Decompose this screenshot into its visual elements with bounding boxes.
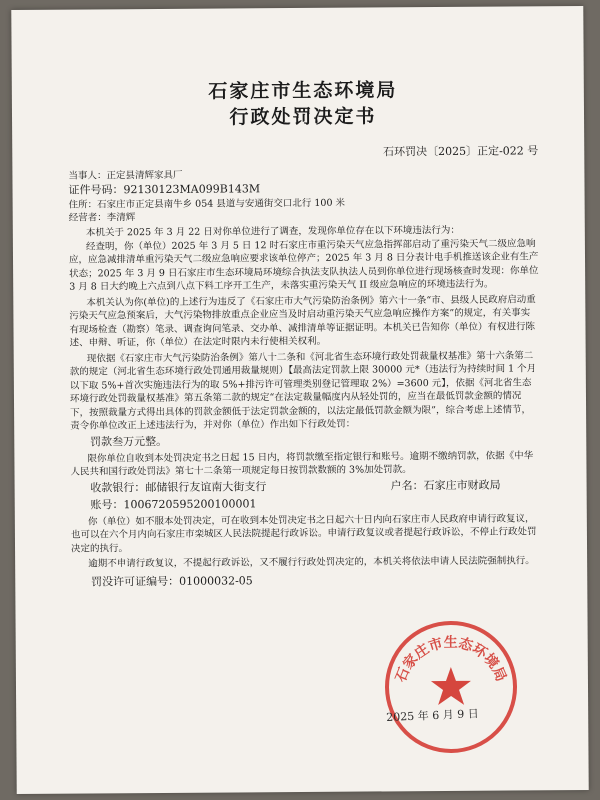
account-label: 账号： xyxy=(90,497,124,511)
payee-line xyxy=(391,476,501,494)
bank-value: 邮储银行友谊南大街支行 xyxy=(145,479,267,494)
bank-row xyxy=(71,476,541,496)
address-label: 住所： xyxy=(68,199,98,211)
penalty-amount: 罚款叁万元整。 xyxy=(90,434,168,448)
doc-number: 石环罚决〔2025〕正定-022 号 xyxy=(383,144,539,159)
code-label: 证件号码： xyxy=(68,183,124,197)
paragraph-appeal: 你（单位）如不服本处罚决定，可在收到本处罚决定书之日起六十日内向石家庄市人民政府申请行政复议，也可以在六个月内向石家庄市栾城区人民法院提起行政诉讼。申请行政复议或者提起行政诉讼，不停止行政处罚决定的执行。 xyxy=(70,512,537,555)
doc-title-issuer: 石家庄市生态环境局 xyxy=(208,79,398,103)
paragraph-enforcement: 逾期不申请行政复议，不提起行政诉讼，又不履行行政处罚决定的，本机关将依法申请人民法院强制执行。 xyxy=(88,555,535,570)
seal-text: 石家庄市生态环境局 xyxy=(392,634,509,685)
paragraph-facts: 经查明，你（单位）2025 年 3 月 5 日 12 时石家庄市重污染天气应急指挥部启动了重污染天气二级应急响应，应急减排清单重污染天气二级应急响应要求该单位停产；2025 年 3 月 8 日分表计电手机推送该企业有生产状态；2025 年 3 月 9 日石家庄市生态环境局环境综合执法支队执法人员到你单位进行现场核查时发现：你单位 3 月 8 日大约晚上六点到八点下料工序开工生产，未落实重污染天气 II 级应急响应的环境违法行为。 xyxy=(68,237,539,293)
operator-value: 李清辉 xyxy=(106,212,136,224)
doc-title-type: 行政处罚决定书 xyxy=(229,105,377,129)
party-label: 当事人： xyxy=(68,170,107,182)
license-label: 罚没许可证编号： xyxy=(91,574,180,588)
account-line xyxy=(71,493,541,513)
document-page xyxy=(11,6,588,794)
license-value: 01000032-05 xyxy=(179,573,253,588)
paragraph-violation: 本机关认为你(单位)的上述行为违反了《石家庄市大气污染防治条例》第六十一条“市、县级人民政府启动重污染天气应急预案后，大气污染物排放重点企业应当及时启动重污染天气应急响应操作方案”的规定，有关事实有现场检查（勘察）笔录、调查询问笔录、交办单、减排清单等证据证明。本机关已告知你（单位）有权进行陈述、申辩、听证，你（单位）在法定时限内未行使相关权利。 xyxy=(69,293,536,349)
operator-label: 经营者： xyxy=(68,212,107,224)
license-line xyxy=(71,570,541,590)
payee-value: 石家庄市财政局 xyxy=(423,478,501,492)
issue-date: 2025 年 6 月 9 日 xyxy=(385,707,479,725)
paragraph-payment: 限你单位自收到本处罚决定书之日起 15 日内，将罚款缴至指定银行和账号。逾期不缴纳罚款，依据《中华人民共和国行政处罚法》第七十二条第一项规定每日按罚款数额的 3%加处罚款。 xyxy=(70,449,534,478)
bank-label: 收款银行： xyxy=(90,480,146,494)
document-body xyxy=(68,76,542,590)
paragraph-basis: 现依据《石家庄市大气污染防治条例》第八十二条和《河北省生态环境行政处罚裁量权基准》第十六条第二款的规定（河北省生态环境行政处罚通用裁量规则）【最高法定罚款上限 30000 元*（违法行为持续时间 1 个月以下取 5%+首次实施违法行为的取 5%+排污许可管理类别登记管理取 2%）=3600 元】，依据《河北省生态环境行政处罚裁量权基准》第五条第二款的规定“在法定裁量幅度内从轻处罚的，应当在最低罚款金额的情况下，按照裁量方式得出具体的罚款金额低于法定罚款金额的，以法定最低罚款金额为限”，综合考虑上述情节，责令你单位改正上述违法行为，并对你（单位）作出如下行政处罚： xyxy=(69,349,537,432)
code-value: 92130123MA099B143M xyxy=(123,182,261,197)
account-value: 1006720595200100001 xyxy=(123,496,257,511)
official-seal xyxy=(381,616,522,757)
party-name: 正定县清辉家具厂 xyxy=(106,169,183,182)
address-value: 石家庄市正定县南牛乡 054 县道与安通街交口北行 100 米 xyxy=(97,197,346,211)
seal-star-icon xyxy=(431,667,471,705)
payee-label: 户名： xyxy=(390,478,424,492)
svg-text:石家庄市生态环境局 xyxy=(393,634,509,685)
paragraph-investigation: 本机关于 2025 年 3 月 22 日对你单位进行了调查，发现你单位存在以下环境违法行为： xyxy=(85,224,460,239)
bank-line xyxy=(71,478,267,496)
